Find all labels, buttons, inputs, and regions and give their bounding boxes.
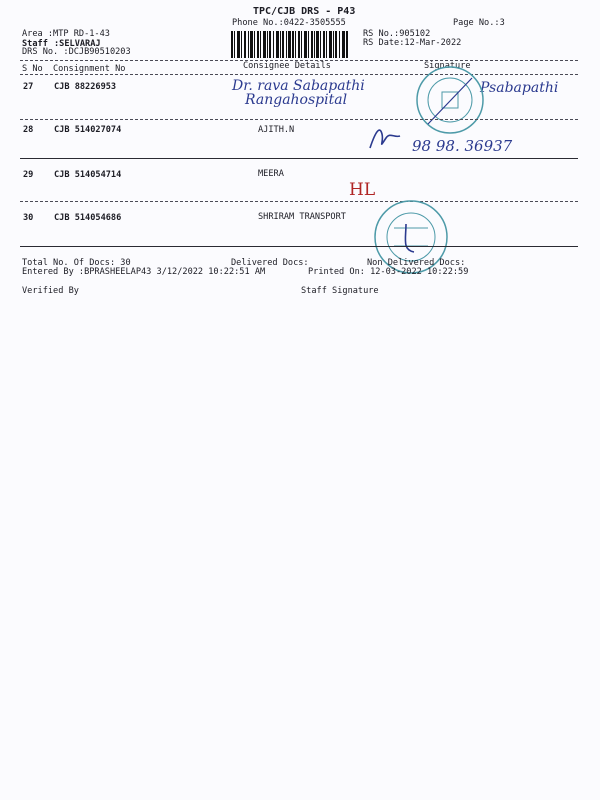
- row-28-consignee: AJITH.N: [258, 125, 295, 135]
- verified-by: Verified By: [22, 286, 79, 296]
- row-27-rule: [20, 119, 578, 120]
- rs-date: RS Date:12-Mar-2022: [363, 38, 462, 48]
- phone-number: Phone No.:0422-3505555: [232, 18, 346, 28]
- barcode: [231, 31, 349, 58]
- row-27-sno: 27: [23, 82, 34, 92]
- non-delivered-docs: Non Delivered Docs:: [367, 258, 466, 268]
- row-28-rule: [20, 158, 578, 159]
- row-28-handwritten-signature: [366, 124, 406, 154]
- table-bottom-rule: [20, 246, 578, 247]
- printed-on: Printed On: 12-03-2022 10:22:59: [308, 267, 469, 277]
- row-27-consignment: CJB 88226953: [54, 82, 117, 92]
- col-consignee: Consignee Details: [243, 61, 331, 71]
- staff-signature: Staff Signature: [301, 286, 379, 296]
- rs-number: RS No.:905102: [363, 29, 431, 39]
- row-29-consignee: MEERA: [258, 169, 284, 179]
- staff-name: :SELVARAJ: [54, 39, 101, 49]
- col-sno: S No: [22, 64, 43, 74]
- drs-number: DRS No. :DCJB90510203: [22, 47, 131, 57]
- row-30-consignee: SHRIRAM TRANSPORT: [258, 212, 346, 222]
- row-29-rule: [20, 201, 578, 202]
- row-28-handwritten-phone: 98 98. 36937: [412, 137, 513, 155]
- total-docs: Total No. Of Docs: 30: [22, 258, 131, 268]
- row-28-sno: 28: [23, 125, 34, 135]
- page-number: Page No.:3: [453, 18, 505, 28]
- row-28-consignment: CJB 514027074: [54, 125, 122, 135]
- row-29-consignment: CJB 514054714: [54, 170, 122, 180]
- row-27-handwritten-hospital: Rangahospital: [245, 92, 348, 108]
- entered-by: Entered By :BPRASHEELAP43 3/12/2022 10:22:51 AM: [22, 267, 266, 277]
- row-27-handwritten-signature: Psabapathi: [480, 80, 559, 96]
- header-bottom-rule: [20, 74, 578, 75]
- report-title: TPC/CJB DRS - P43: [253, 6, 356, 17]
- row-30-consignment: CJB 514054686: [54, 213, 122, 223]
- staff-label: Staff: [22, 39, 48, 49]
- row-27-handwritten-name: Dr. rava Sabapathi: [232, 78, 365, 94]
- delivered-docs: Delivered Docs:: [231, 258, 309, 268]
- col-consignment: Consignment No: [53, 64, 126, 74]
- row-30-sno: 30: [23, 213, 34, 223]
- hospital-stamp: [414, 61, 486, 136]
- col-signature: Signature: [424, 61, 471, 71]
- row-29-handwritten-mark: HL: [349, 180, 376, 200]
- area-label: Area :MTP RD-1-43: [22, 29, 110, 39]
- row-29-sno: 29: [23, 170, 34, 180]
